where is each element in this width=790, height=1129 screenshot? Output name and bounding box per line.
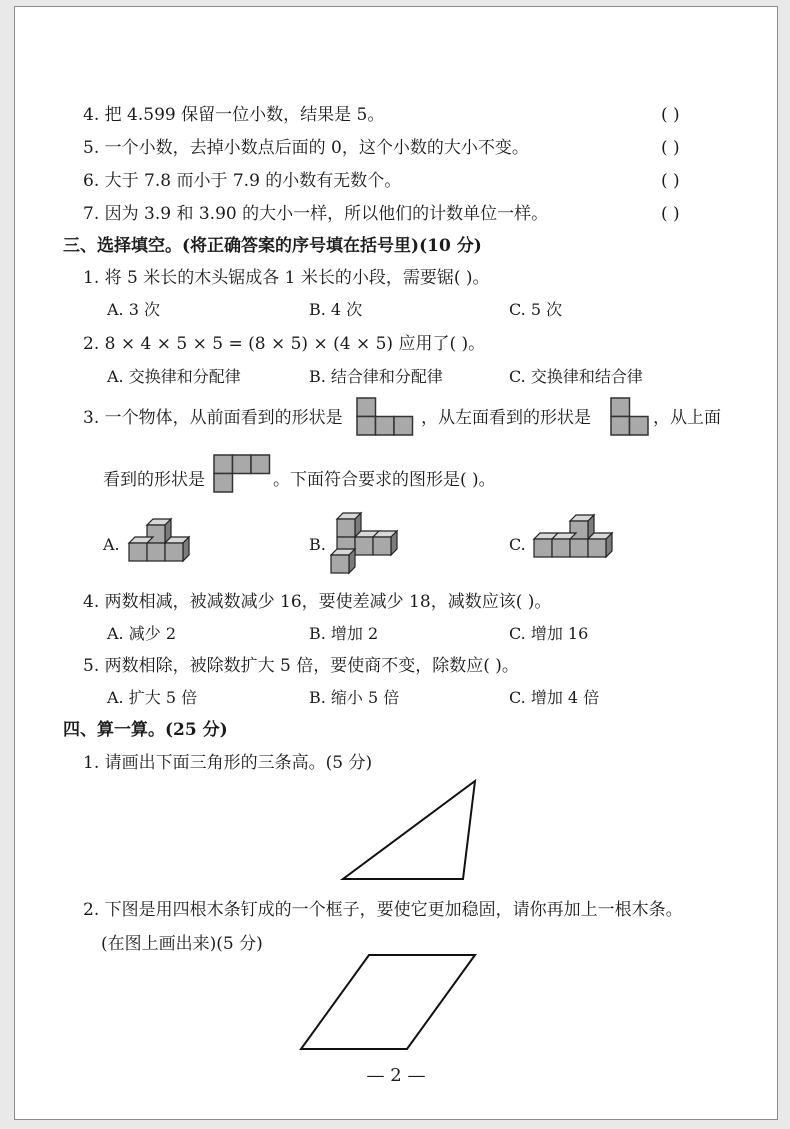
choice-q2-option-c[interactable]: C. 交换律和结合律 — [509, 367, 643, 386]
choice-q3-part4: 看到的形状是 — [103, 470, 205, 490]
choice-q4-option-a[interactable]: A. 减少 2 — [107, 624, 176, 643]
section3-title: 三、选择填空。(将正确答案的序号填在括号里)(10 分) — [63, 236, 482, 256]
judge-item-4: 4. 把 4.599 保留一位小数，结果是 5。 — [83, 105, 385, 125]
cube-figure-b[interactable] — [327, 511, 407, 575]
choice-q3-part1: 3. 一个物体，从前面看到的形状是 — [83, 408, 343, 428]
choice-q5-option-b[interactable]: B. 缩小 5 倍 — [309, 688, 400, 707]
answer-paren-5[interactable]: ( ) — [661, 138, 680, 158]
worksheet-page — [14, 6, 778, 1120]
choice-q4: 4. 两数相减，被减数减少 16，要使差减少 18，减数应该( )。 — [83, 592, 552, 612]
judge-item-6: 6. 大于 7.8 而小于 7.9 的小数有无数个。 — [83, 171, 402, 191]
choice-q3-option-a-label[interactable]: A. — [103, 535, 120, 554]
parallelogram-frame-figure[interactable] — [299, 953, 479, 1053]
cube-figure-c[interactable] — [528, 511, 614, 571]
choice-q3-part5: 。下面符合要求的图形是( )。 — [273, 470, 496, 490]
answer-paren-4[interactable]: ( ) — [661, 105, 680, 125]
top-view-figure — [213, 454, 271, 494]
choice-q5: 5. 两数相除，被除数扩大 5 倍，要使商不变，除数应( )。 — [83, 656, 519, 676]
calc-q2-line1: 2. 下图是用四根木条钉成的一个框子，要使它更加稳固，请你再加上一根木条。 — [83, 900, 683, 920]
judge-item-5: 5. 一个小数，去掉小数点后面的 0，这个小数的大小不变。 — [83, 138, 529, 158]
answer-paren-6[interactable]: ( ) — [661, 171, 680, 191]
cube-figure-a[interactable] — [123, 515, 193, 575]
section4-title: 四、算一算。(25 分) — [63, 720, 228, 740]
choice-q5-option-a[interactable]: A. 扩大 5 倍 — [107, 688, 198, 707]
calc-q1: 1. 请画出下面三角形的三条高。(5 分) — [83, 753, 373, 773]
choice-q3-option-c-label[interactable]: C. — [509, 535, 526, 554]
front-view-figure — [356, 397, 414, 437]
choice-q3-option-b-label[interactable]: B. — [309, 535, 326, 554]
left-view-figure — [610, 397, 650, 437]
triangle-figure[interactable] — [339, 779, 479, 883]
page-number: — 2 — — [366, 1065, 426, 1086]
choice-q2-option-b[interactable]: B. 结合律和分配律 — [309, 367, 443, 386]
choice-q2: 2. 8 × 4 × 5 × 5 = (8 × 5) × (4 × 5) 应用了( )。 — [83, 334, 486, 354]
calc-q2-line2: (在图上画出来)(5 分) — [101, 934, 263, 954]
choice-q1-option-b[interactable]: B. 4 次 — [309, 300, 363, 319]
choice-q4-option-b[interactable]: B. 增加 2 — [309, 624, 379, 643]
choice-q1: 1. 将 5 米长的木头锯成各 1 米长的小段，需要锯( )。 — [83, 268, 490, 288]
judge-item-7: 7. 因为 3.9 和 3.90 的大小一样，所以他们的计数单位一样。 — [83, 204, 549, 224]
choice-q5-option-c[interactable]: C. 增加 4 倍 — [509, 688, 600, 707]
choice-q3-part2: ，从左面看到的形状是 — [421, 408, 591, 428]
answer-paren-7[interactable]: ( ) — [661, 204, 680, 224]
choice-q1-option-a[interactable]: A. 3 次 — [107, 300, 160, 319]
choice-q2-option-a[interactable]: A. 交换律和分配律 — [107, 367, 241, 386]
choice-q4-option-c[interactable]: C. 增加 16 — [509, 624, 589, 643]
choice-q1-option-c[interactable]: C. 5 次 — [509, 300, 563, 319]
choice-q3-part3: ，从上面 — [653, 408, 721, 428]
